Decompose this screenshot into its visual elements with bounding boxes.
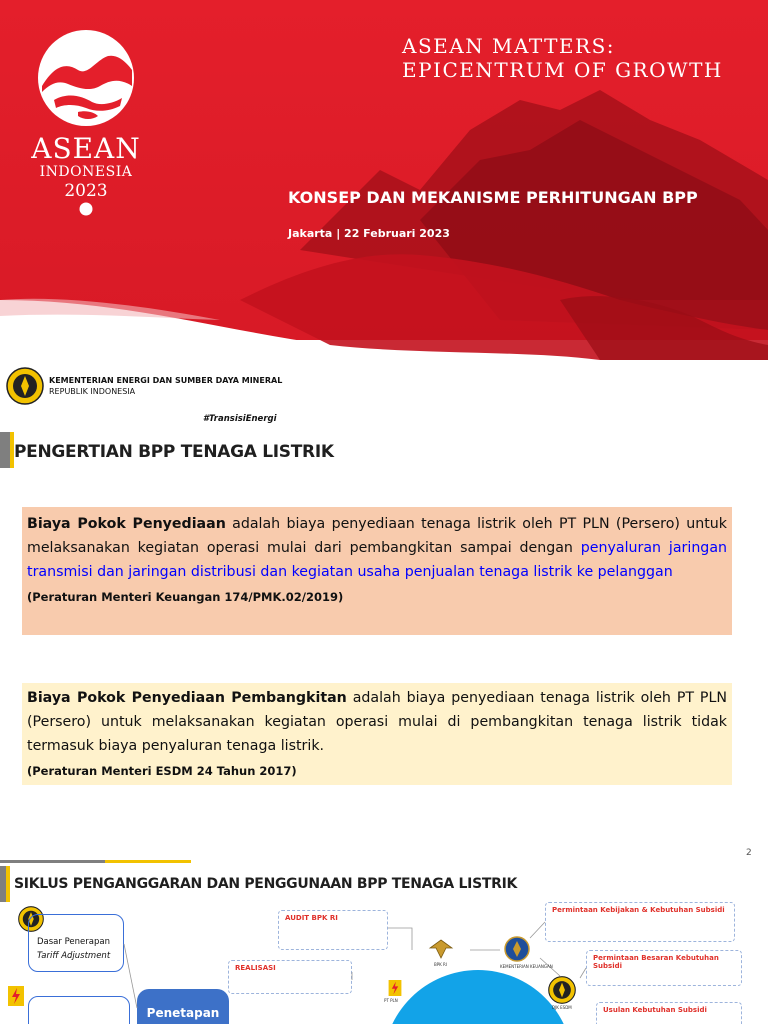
regulation-reference: (Peraturan Menteri ESDM 24 Tahun 2017)	[27, 764, 297, 778]
definition-text: adalah biaya penyediaan tenaga listrik oleh PT PLN (Persero) untuk melaksanakan kegiatan operasi mulai dari pembangkitan sampai dengan	[27, 516, 727, 556]
definition-box-bpp	[22, 507, 732, 635]
kemenkeu-label: KEMENTERIAN KEUANGAN	[500, 964, 553, 969]
permintaan-kebijakan-box: Permintaan Kebijakan & Kebutuhan Subsidi	[545, 902, 735, 942]
penetapan-box: Penetapan	[137, 989, 229, 1024]
slide-heading: PENGERTIAN BPP TENAGA LISTRIK	[14, 442, 334, 462]
logo-word-indonesia: INDONESIA	[39, 164, 133, 180]
logo-word-asean: ASEAN	[31, 132, 141, 165]
definition-box-bpp-pembangkitan	[22, 683, 732, 785]
cycle-slide	[0, 848, 768, 1024]
permintaan-besaran-box: Permintaan Besaran Kebutuhan Subsidi	[586, 950, 742, 986]
logo-year	[22, 180, 150, 216]
title-slide	[0, 0, 768, 432]
esdm-emblem-icon	[6, 367, 44, 405]
definition-term: Biaya Pokok Penyediaan	[27, 516, 226, 532]
slide-heading: SIKLUS PENGANGGARAN DAN PENGGUNAAN BPP TENAGA LISTRIK	[14, 876, 518, 892]
dasar-line2: Tariff Adjustment	[37, 951, 111, 961]
hashtag-text: #TransisiEnergi	[203, 414, 277, 424]
page-number: 2	[746, 848, 752, 858]
bpk-emblem-icon	[428, 938, 454, 960]
dasar-line1: Dasar Penerapan	[37, 937, 110, 947]
definition-text: adalah biaya penyediaan tenaga listrik oleh PT PLN (Persero) untuk melaksanakan kegiatan operasi mulai di pembangkitan tenaga listrik tidak termasuk biaya penyaluran tenaga listrik.	[27, 690, 728, 754]
pln-logo-small-icon	[388, 980, 402, 996]
presentation-subtitle: KONSEP DAN MEKANISME PERHITUNGAN BPP	[288, 188, 698, 207]
realisasi-box: REALISASI	[228, 960, 352, 994]
kemenkeu-emblem-icon	[504, 936, 530, 962]
ministry-block	[6, 367, 336, 407]
logo-year-text: 2023	[64, 181, 108, 201]
asean-indonesia-logo	[22, 26, 150, 216]
presentation-date: Jakarta | 22 Februari 2023	[288, 227, 450, 240]
ministry-name: KEMENTERIAN ENERGI DAN SUMBER DAYA MINERAL	[49, 376, 283, 385]
definition-slide	[0, 432, 768, 848]
slide-title-line1: ASEAN MATTERS:	[402, 34, 616, 58]
slide-title-line2: EPICENTRUM OF GROWTH	[402, 58, 723, 82]
regulation-reference: (Peraturan Menteri Keuangan 174/PMK.02/2019)	[27, 590, 344, 604]
esdm-emblem-small-icon	[548, 976, 576, 1004]
djk-esdm-label: DJK ESDM	[552, 1005, 572, 1010]
definition-highlight: penyaluran jaringan transmisi dan jaringan distribusi dan kegiatan usaha penjualan tenaga listrik ke pelanggan	[27, 540, 728, 580]
heading-accent-grey	[0, 432, 10, 468]
usulan-kebutuhan-box: Usulan Kebutuhan Subsidi	[596, 1002, 742, 1024]
pln-label: PT PLN	[384, 998, 398, 1003]
ministry-subtitle: REPUBLIK INDONESIA	[49, 387, 136, 396]
audit-bpk-box: AUDIT BPK RI	[278, 910, 388, 950]
definition-term: Biaya Pokok Penyediaan Pembangkitan	[27, 690, 347, 706]
chair-badge-icon	[79, 202, 93, 216]
asean-emblem-icon	[34, 26, 138, 130]
bpk-label: BPK RI	[434, 962, 448, 967]
